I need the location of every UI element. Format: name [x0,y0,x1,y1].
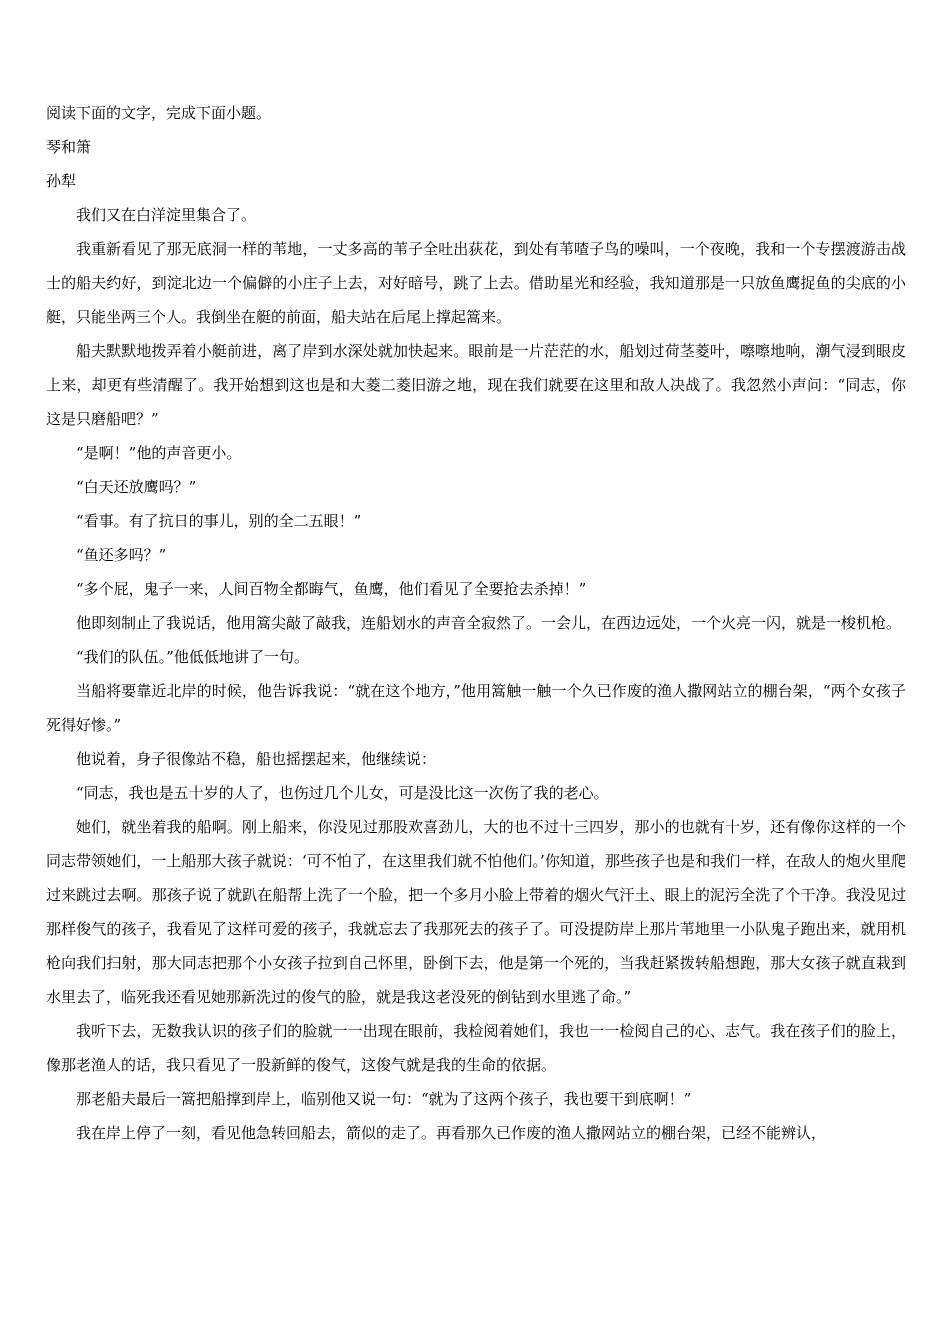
paragraph: 他说着，身子很像站不稳，船也摇摆起来，他继续说： [76,750,437,768]
paragraph: 我听下去，无数我认识的孩子们的脸就一一出现在眼前，我检阅着她们，我也一一检阅自己的心、志气。我在孩子们的脸上，像那老渔人的话，我只看见了一股新鲜的俊气，这俊气就是我的生命的依据。 [46,1022,906,1074]
instruction-text: 阅读下面的文字，完成下面小题。 [46,104,272,122]
article-author: 孙犁 [46,172,77,190]
paragraph: 我重新看见了那无底洞一样的苇地，一丈多高的苇子全吐出荻花，到处有苇喳子鸟的噪叫，一个夜晚，我和一个专摆渡游击战士的船夫约好，到淀北边一个偏僻的小庄子上去，对好暗号，跳了上去。借助星光和经验，我知道那是一只放鱼鹰捉鱼的尖底的小艇，只能坐两三个人。我倒坐在艇的前面，船夫站在后尾上撑起篙来。 [46,240,906,326]
paragraph: “看事。有了抗日的事儿，别的全二五眼！” [76,512,362,530]
reading-passage [46,96,906,1150]
paragraph: “鱼还多吗？” [76,546,167,564]
paragraph: 当船将要靠近北岸的时候，他告诉我说：“就在这个地方，”他用篙触一触一个久已作废的渔人撒网站立的棚台架，“两个女孩子死得好惨。” [46,682,906,734]
paragraph: 我在岸上停了一刻，看见他急转回船去，箭似的走了。再看那久已作废的渔人撒网站立的棚台架，已经不能辨认， [76,1124,827,1142]
paragraph: 船夫默默地拨弄着小艇前进，离了岸到水深处就加快起来。眼前是一片茫茫的水，船划过荷茎菱叶，嚓嚓地响，潮气浸到眼皮上来，却更有些清醒了。我开始想到这也是和大菱二菱旧游之地，现在我们就要在这里和敌人决战了。我忽然小声问：“同志，你这是只磨船吧？” [46,342,906,428]
paragraph: “白天还放鹰吗？” [76,478,197,496]
paragraph: 他即刻制止了我说话，他用篙尖敲了敲我，连船划水的声音全寂然了。一会儿，在西边远处，一个火亮一闪，就是一梭机枪。 [76,614,902,632]
paragraph: 她们，就坐着我的船啊。刚上船来，你没见过那股欢喜劲儿，大的也不过十三四岁，那小的也就有十岁，还有像你这样的一个同志带领她们，一上船那大孩子就说：‘可不怕了，在这里我们就不怕他们。’你知道，那些孩子也是和我们一样，在敌人的炮火里爬过来跳过去啊。那孩子说了就趴在船帮上洗了一个脸，把一个多月小脸上带着的烟火气汗土、眼上的泥污全洗了个干净。我没见过那样俊气的孩子，我看见了这样可爱的孩子，我就忘去了我那死去的孩子了。可没提防岸上那片苇地里一小队鬼子跑出来，就用机枪向我们扫射，那大同志把那个小女孩子拉到自己怀里，卧倒下去，他是第一个死的，当我赶紧拨转船想跑，那大女孩子就直栽到水里去了，临死我还看见她那新洗过的俊气的脸，就是我这老没死的倒钻到水里逃了命。” [46,818,906,1006]
article-title: 琴和箫 [46,138,92,156]
paragraph: 我们又在白洋淀里集合了。 [76,206,257,224]
paragraph: “多个屁，鬼子一来，人间百物全都晦气，鱼鹰，他们看见了全要抢去杀掉！” [76,580,587,598]
paragraph: “是啊！”他的声音更小。 [76,444,242,462]
paragraph: “同志，我也是五十岁的人了，也伤过几个儿女，可是没比这一次伤了我的老心。 [76,784,609,802]
paragraph: 那老船夫最后一篙把船撑到岸上，临别他又说一句：“就为了这两个孩子，我也要干到底啊！” [76,1090,692,1108]
paragraph: “我们的队伍。”他低低地讲了一句。 [76,648,309,666]
